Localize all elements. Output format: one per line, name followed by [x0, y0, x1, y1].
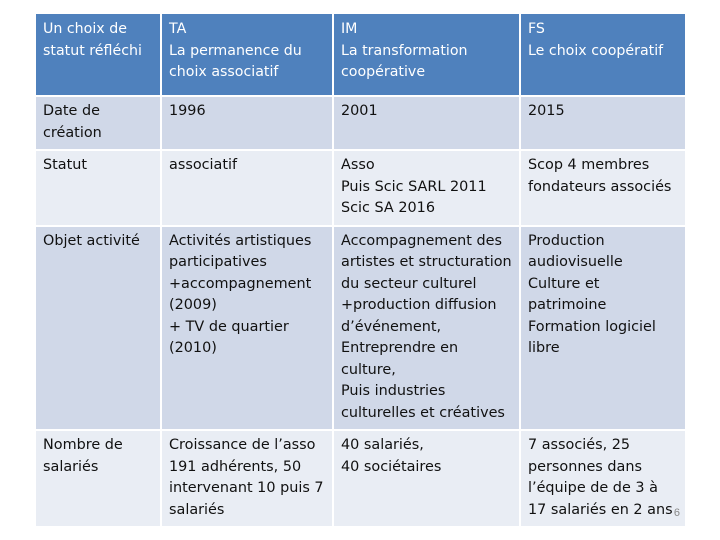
row-label-date-creation: Date de création — [36, 97, 162, 151]
header-cell-statut: Un choix de statut réfléchi — [36, 14, 162, 97]
row-label-objet-activite: Objet activité — [36, 227, 162, 432]
header-cell-ta: TA La permanence du choix associatif — [162, 14, 334, 97]
comparison-table — [36, 14, 685, 528]
row-label-nombre-salaries: Nombre de salariés — [36, 431, 162, 528]
row-label-statut: Statut — [36, 151, 162, 227]
table-cell: Croissance de l’asso 191 adhérents, 50 intervenant 10 puis 7 salariés — [162, 431, 334, 528]
table-header-row — [36, 14, 685, 97]
table-cell: Production audiovisuelle Culture et patrimoine Formation logiciel libre — [521, 227, 685, 432]
table-row-objet-activite — [36, 227, 685, 432]
table-cell: Activités artistiques participatives +accompagnement (2009) + TV de quartier (2010) — [162, 227, 334, 432]
table-row-statut — [36, 151, 685, 227]
header-cell-im: IM La transformation coopérative — [334, 14, 521, 97]
table-cell: 2001 — [334, 97, 521, 151]
table-cell: 2015 — [521, 97, 685, 151]
table-cell: Asso Puis Scic SARL 2011 Scic SA 2016 — [334, 151, 521, 227]
table-cell: associatif — [162, 151, 334, 227]
page-number: 6 — [673, 507, 680, 519]
table-cell: Accompagnement des artistes et structuration du secteur culturel +production diffusion d’événement, Entreprendre en culture, Puis industries culturelles et créatives — [334, 227, 521, 432]
table-cell: Scop 4 membres fondateurs associés — [521, 151, 685, 227]
table-row-date-creation — [36, 97, 685, 151]
table-cell: 1996 — [162, 97, 334, 151]
table-cell: 40 salariés, 40 sociétaires — [334, 431, 521, 528]
header-cell-fs: FS Le choix coopératif — [521, 14, 685, 97]
table-row-nombre-salaries — [36, 431, 685, 528]
table-cell: 7 associés, 25 personnes dans l’équipe de de 3 à 17 salariés en 2 ans — [521, 431, 685, 528]
